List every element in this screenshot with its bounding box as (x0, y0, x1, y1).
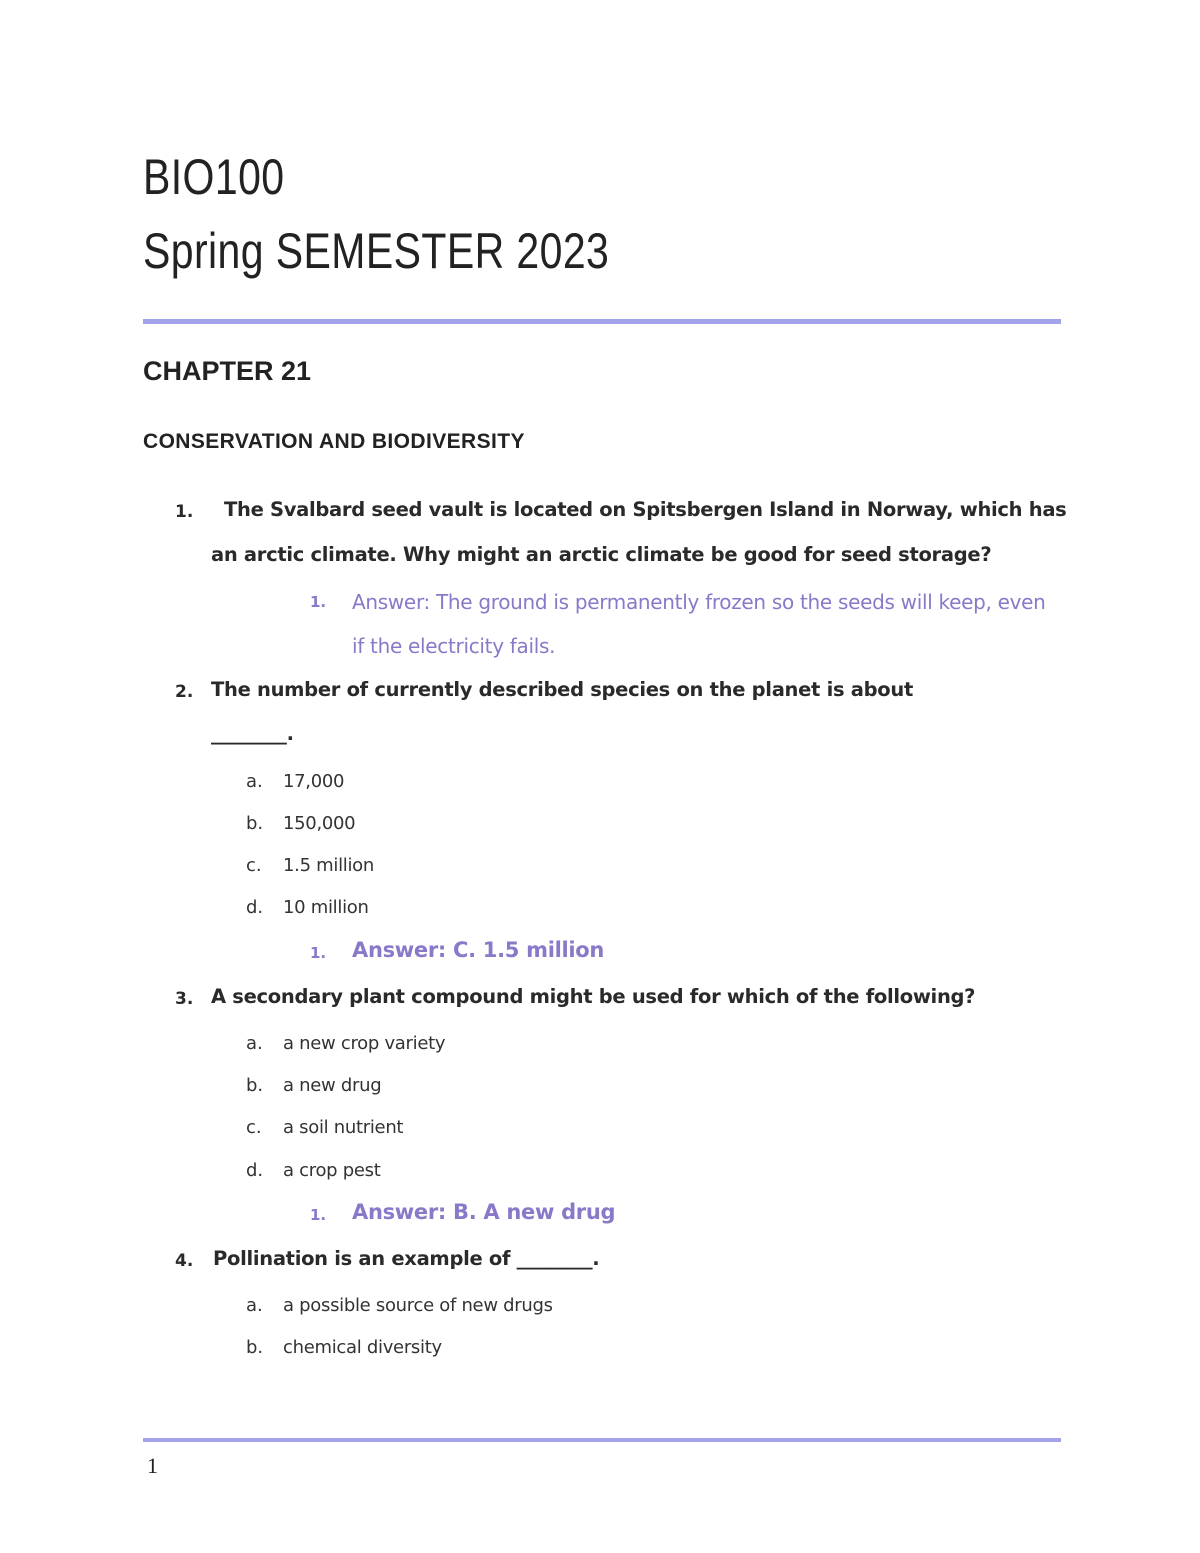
option-letter: d. (246, 897, 264, 918)
question-number: 2. (175, 682, 194, 702)
question-text-line: A secondary plant compound might be used for which of the following? (211, 985, 976, 1008)
chapter-heading: CHAPTER 21 (143, 356, 312, 386)
question-number: 3. (175, 989, 194, 1009)
semester-title: Spring SEMESTER 2023 (143, 223, 610, 279)
option-letter: d. (246, 1160, 264, 1181)
header-divider (143, 319, 1061, 324)
option-letter: a. (246, 1295, 263, 1316)
question-number: 1. (175, 502, 194, 522)
question-number: 4. (175, 1251, 194, 1271)
option-text: 17,000 (283, 771, 345, 792)
page-number: 1 (147, 1453, 158, 1478)
option-letter: b. (246, 1337, 264, 1358)
option-text: 150,000 (283, 813, 356, 834)
question-text-line: an arctic climate. Why might an arctic climate be good for seed storage? (211, 543, 992, 566)
answer-number: 1. (310, 944, 327, 962)
question-text-line: ________. (211, 722, 294, 745)
option-letter: b. (246, 1075, 264, 1096)
option-text: 1.5 million (283, 855, 375, 876)
option-letter: c. (246, 1117, 262, 1138)
answer-text: Answer: B. A new drug (352, 1200, 616, 1224)
option-text: chemical diversity (283, 1337, 442, 1358)
option-text: a new crop variety (283, 1033, 446, 1054)
course-title: BIO100 (143, 149, 285, 205)
section-heading: CONSERVATION AND BIODIVERSITY (143, 430, 525, 453)
option-letter: a. (246, 771, 263, 792)
question-text-line: The Svalbard seed vault is located on Spitsbergen Island in Norway, which has (224, 498, 1067, 521)
answer-text: Answer: C. 1.5 million (352, 938, 605, 962)
option-text: 10 million (283, 897, 369, 918)
answer-number: 1. (310, 593, 327, 611)
option-letter: a. (246, 1033, 263, 1054)
answer-number: 1. (310, 1206, 327, 1224)
option-letter: c. (246, 855, 262, 876)
footer-divider (143, 1438, 1061, 1442)
option-text: a crop pest (283, 1160, 381, 1181)
answer-text-line: if the electricity fails. (352, 634, 556, 658)
question-text-line: The number of currently described species on the planet is about (211, 678, 913, 701)
question-text-line: Pollination is an example of ________. (213, 1247, 600, 1270)
option-text: a possible source of new drugs (283, 1295, 553, 1316)
option-text: a new drug (283, 1075, 382, 1096)
option-text: a soil nutrient (283, 1117, 404, 1138)
answer-text-line: Answer: The ground is permanently frozen so the seeds will keep, even (352, 590, 1046, 614)
option-letter: b. (246, 813, 264, 834)
